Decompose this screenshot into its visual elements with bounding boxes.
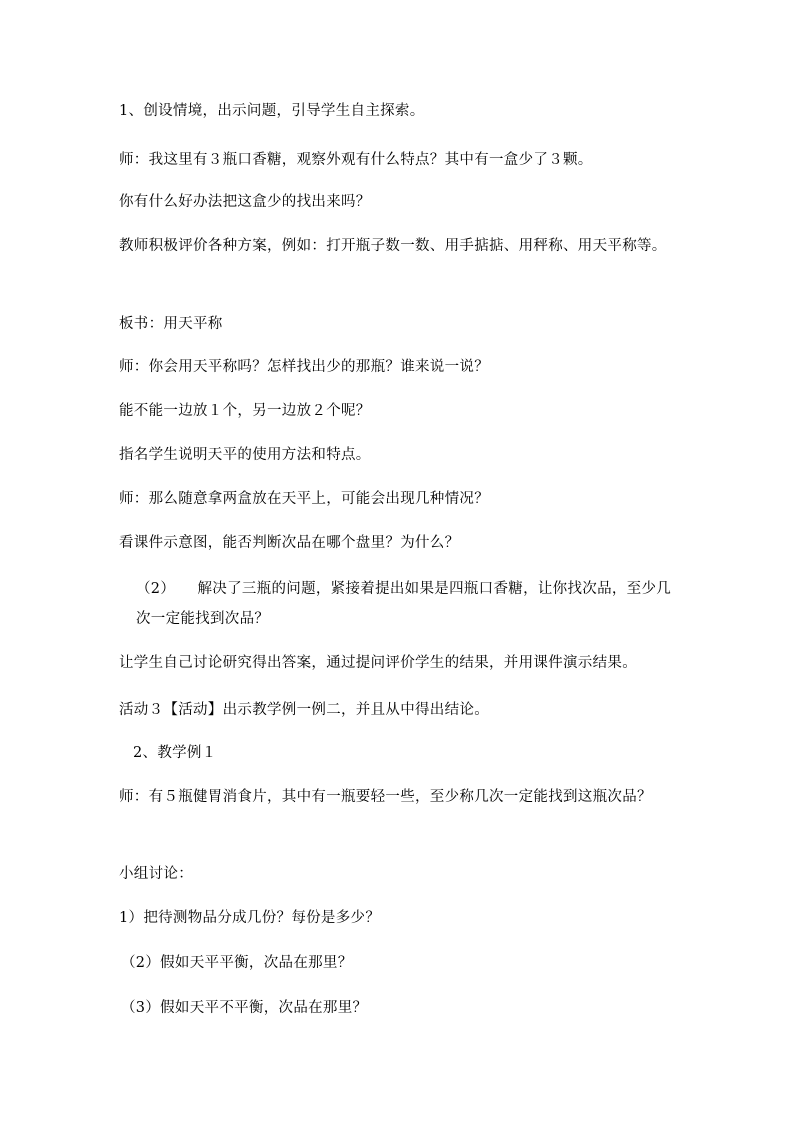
paragraph-8: 指名学生说明天平的使用方法和特点。 — [119, 447, 371, 463]
paragraph-5: 板书：用天平称 — [119, 316, 223, 332]
paragraph-1: 1、创设情境，出示问题，引导学生自主探索。 — [119, 103, 425, 119]
paragraph-2: 师：我这里有３瓶口香糖，观察外观有什么特点？其中有一盒少了３颗。 — [119, 152, 593, 168]
paragraph-16: 小组讨论： — [119, 866, 193, 882]
paragraph-13: 活动３【活动】出示教学例一例二，并且从中得出结论。 — [119, 702, 489, 718]
paragraph-19: （3）假如天平不平衡，次品在那里？ — [121, 1000, 368, 1016]
paragraph-14: 2、教学例１ — [133, 745, 217, 761]
paragraph-7: 能不能一边放１个，另一边放２个呢？ — [119, 403, 371, 419]
paragraph-10: 看课件示意图，能否判断次品在哪个盘里？为什么？ — [119, 535, 460, 551]
paragraph-12: 让学生自己讨论研究得出答案，通过提问评价学生的结果，并用课件演示结果。 — [119, 655, 637, 671]
paragraph-9: 师：那么随意拿两盒放在天平上，可能会出现几种情况？ — [119, 491, 489, 507]
paragraph-17: 1）把待测物品分成几份？每份是多少？ — [119, 910, 381, 926]
paragraph-15: 师：有５瓶健胃消食片，其中有一瓶要轻一些，至少称几次一定能找到这瓶次品？ — [119, 789, 652, 805]
paragraph-18: （2）假如天平平衡，次品在那里？ — [121, 955, 353, 971]
paragraph-11: （2） 解决了三瓶的问题，紧接着提出如果是四瓶口香糖，让你找次品，至少几次一定能找到次品？ — [136, 581, 672, 627]
paragraph-3: 你有什么好办法把这盒少的找出来吗？ — [119, 194, 371, 210]
paragraph-4: 教师积极评价各种方案，例如：打开瓶子数一数、用手掂掂、用秤称、用天平称等。 — [119, 238, 667, 254]
paragraph-6: 师：你会用天平称吗？怎样找出少的那瓶？谁来说一说？ — [119, 359, 489, 375]
